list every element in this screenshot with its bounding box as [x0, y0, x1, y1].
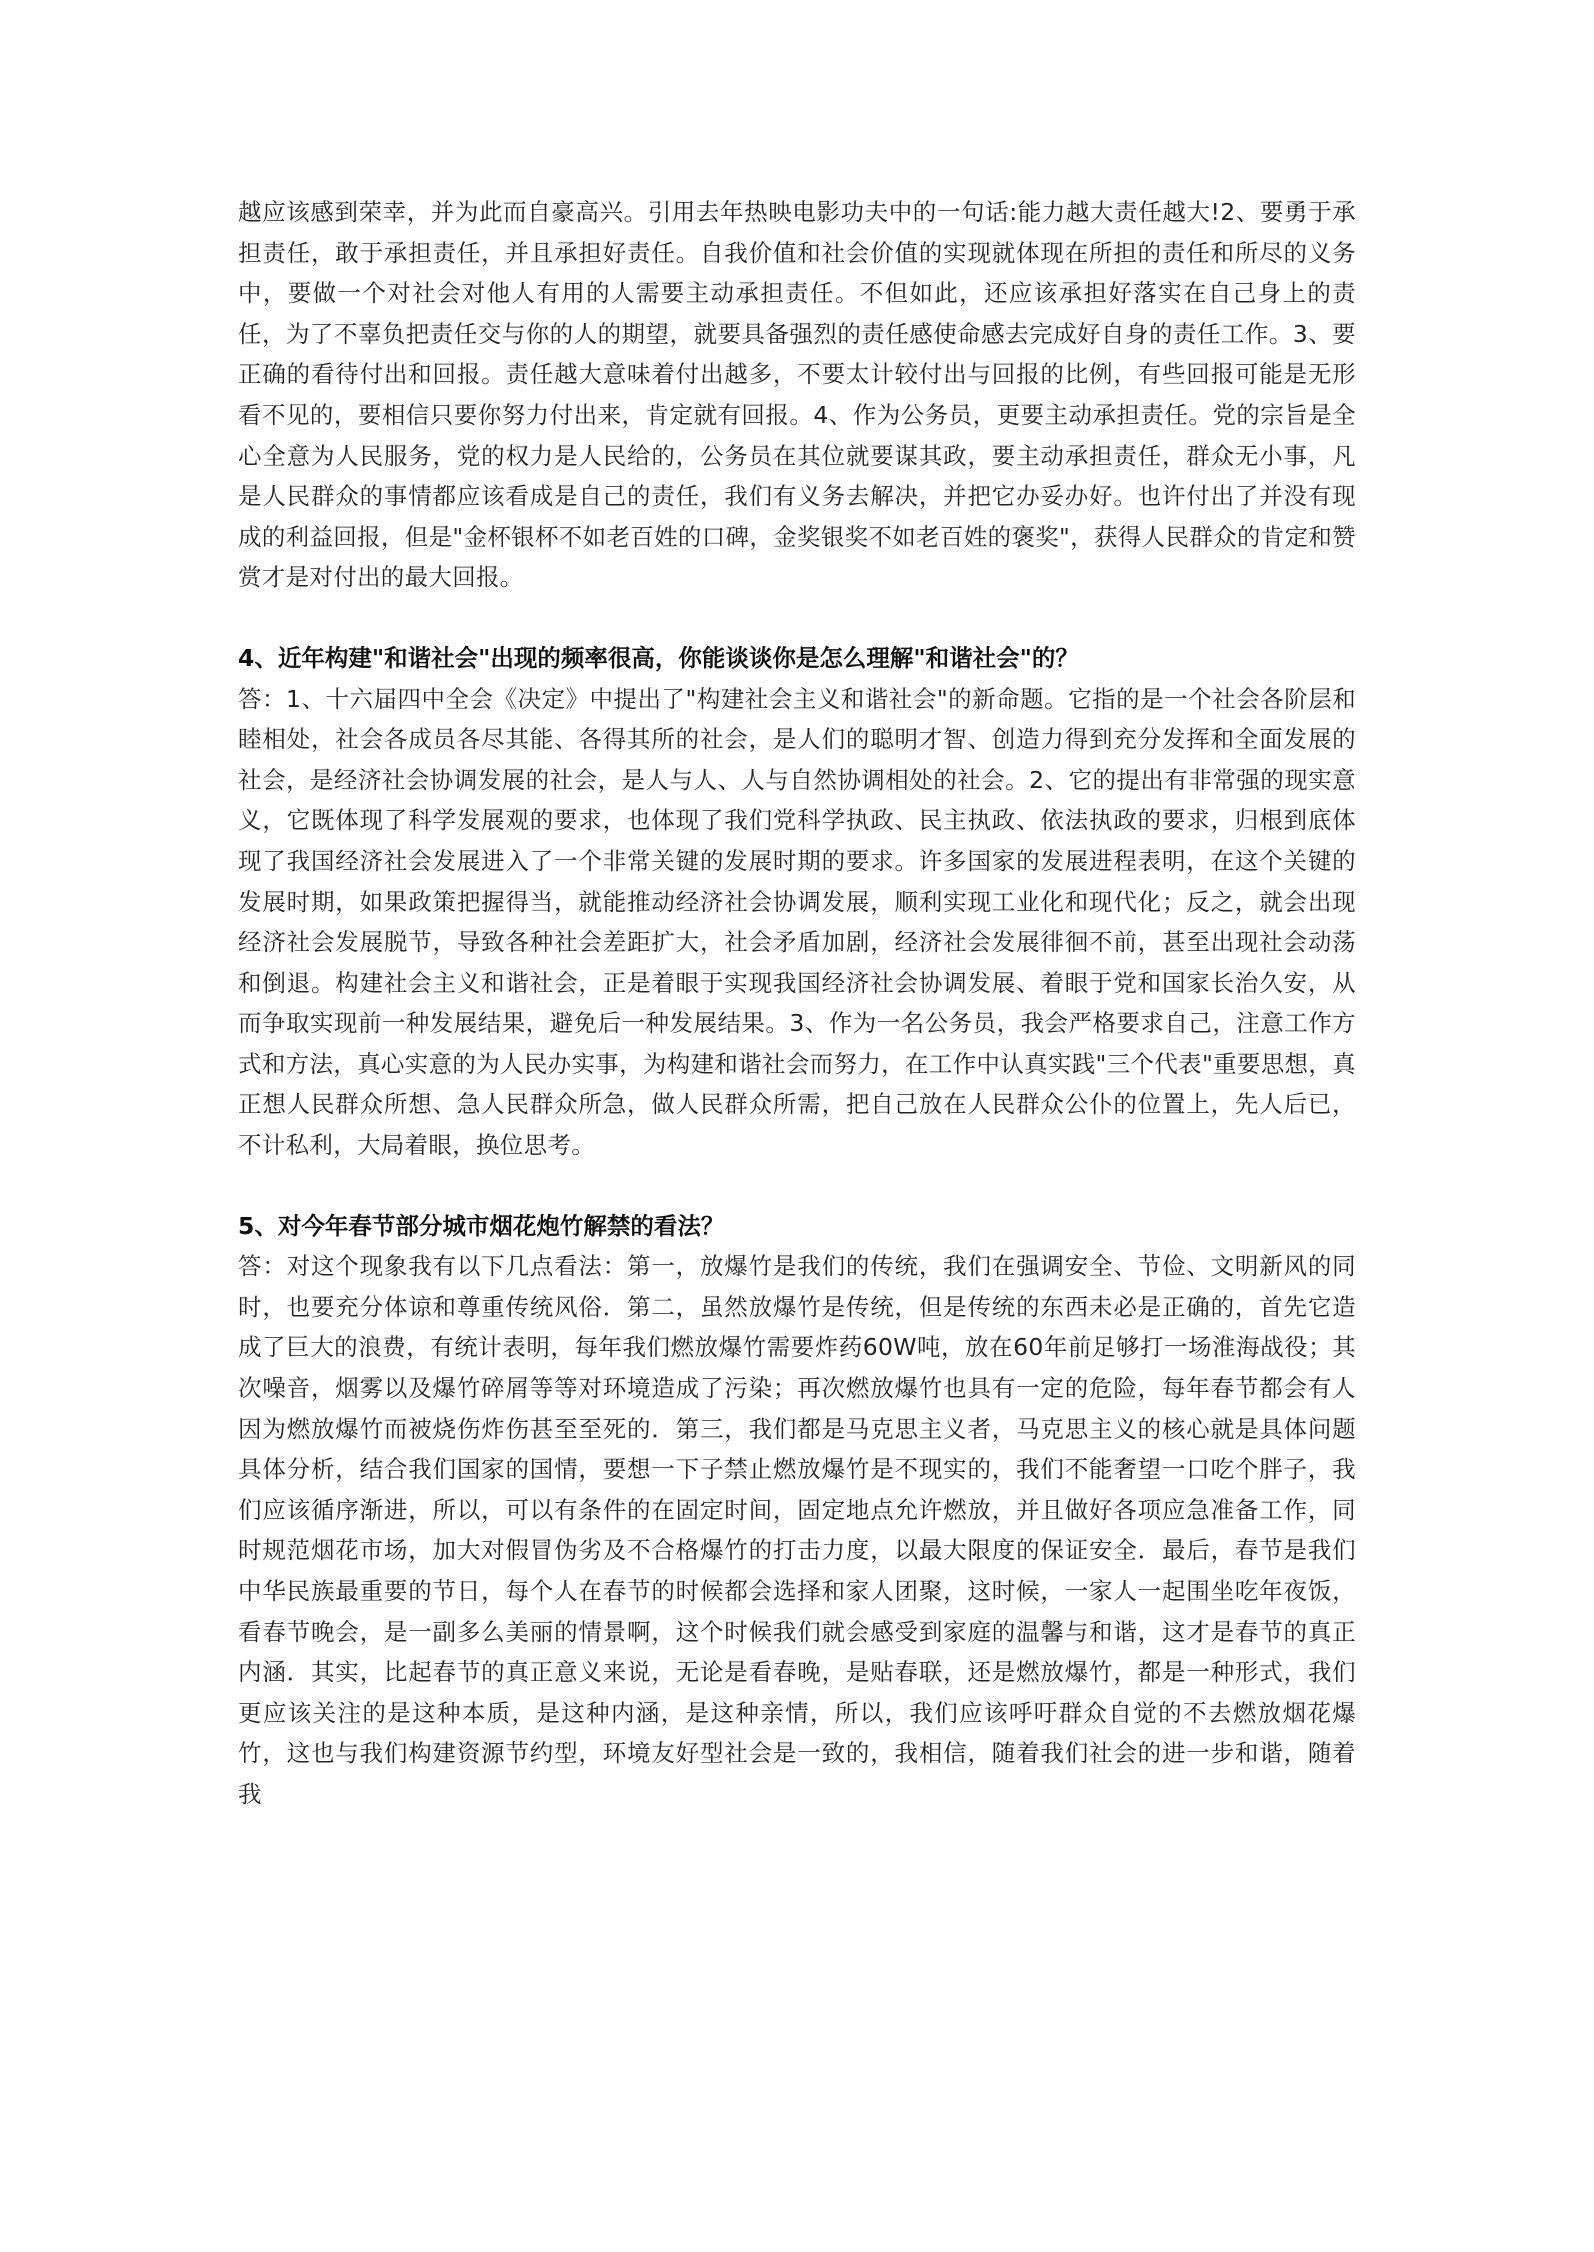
question-4-section [238, 638, 1356, 1166]
document-page [238, 192, 1356, 1815]
question-5-answer: 答：对这个现象我有以下几点看法：第一，放爆竹是我们的传统，我们在强调安全、节俭、文明新风的同时，也要充分体谅和尊重传统风俗．第二，虽然放爆竹是传统，但是传统的东西未必是正确的，首先它造成了巨大的浪费，有统计表明，每年我们燃放爆竹需要炸药60W吨，放在60年前足够打一场淮海战役；其次噪音，烟雾以及爆竹碎屑等等对环境造成了污染；再次燃放爆竹也具有一定的危险，每年春节都会有人因为燃放爆竹而被烧伤炸伤甚至至死的．第三，我们都是马克思主义者，马克思主义的核心就是具体问题具体分析，结合我们国家的国情，要想一下子禁止燃放爆竹是不现实的，我们不能奢望一口吃个胖子，我们应该循序渐进，所以，可以有条件的在固定时间，固定地点允许燃放，并且做好各项应急准备工作，同时规范烟花市场，加大对假冒伪劣及不合格爆竹的打击力度，以最大限度的保证安全．最后，春节是我们中华民族最重要的节日，每个人在春节的时候都会选择和家人团聚，这时候，一家人一起围坐吃年夜饭，看春节晚会，是一副多么美丽的情景啊，这个时候我们就会感受到家庭的温馨与和谐，这才是春节的真正内涵．其实，比起春节的真正意义来说，无论是看春晚，是贴春联，还是燃放爆竹，都是一种形式，我们更应该关注的是这种本质，是这种内涵，是这种亲情，所以，我们应该呼吁群众自觉的不去燃放烟花爆竹，这也与我们构建资源节约型，环境友好型社会是一致的，我相信，随着我们社会的进一步和谐，随着我 [238, 1252, 1356, 1808]
question-4-answer: 答：1、十六届四中全会《决定》中提出了"构建社会主义和谐社会"的新命题。它指的是一个社会各阶层和睦相处，社会各成员各尽其能、各得其所的社会，是人们的聪明才智、创造力得到充分发挥和全面发展的社会，是经济社会协调发展的社会，是人与人、人与自然协调相处的社会。2、它的提出有非常强的现实意义，它既体现了科学发展观的要求，也体现了我们党科学执政、民主执政、依法执政的要求，归根到底体现了我国经济社会发展进入了一个非常关键的发展时期的要求。许多国家的发展进程表明，在这个关键的发展时期，如果政策把握得当，就能推动经济社会协调发展，顺利实现工业化和现代化；反之，就会出现经济社会发展脱节，导致各种社会差距扩大，社会矛盾加剧，经济社会发展徘徊不前，甚至出现社会动荡和倒退。构建社会主义和谐社会，正是着眼于实现我国经济社会协调发展、着眼于党和国家长治久安，从而争取实现前一种发展结果，避免后一种发展结果。3、作为一名公务员，我会严格要求自己，注意工作方式和方法，真心实意的为人民办实事，为构建和谐社会而努力，在工作中认真实践"三个代表"重要思想，真正想人民群众所想、急人民群众所急，做人民群众所需，把自己放在人民群众公仆的位置上，先人后已，不计私利，大局着眼，换位思考。 [238, 684, 1356, 1160]
intro-paragraph: 越应该感到荣幸，并为此而自豪高兴。引用去年热映电影功夫中的一句话:能力越大责任越大!2、要勇于承担责任，敢于承担责任，并且承担好责任。自我价值和社会价值的实现就体现在所担的责任和所尽的义务中，要做一个对社会对他人有用的人需要主动承担责任。不但如此，还应该承担好落实在自己身上的责任，为了不辜负把责任交与你的人的期望，就要具备强烈的责任感使命感去完成好自身的责任工作。3、要正确的看待付出和回报。责任越大意味着付出越多，不要太计较付出与回报的比例，有些回报可能是无形看不见的，要相信只要你努力付出来，肯定就有回报。4、作为公务员，更要主动承担责任。党的宗旨是全心全意为人民服务，党的权力是人民给的，公务员在其位就要谋其政，要主动承担责任，群众无小事，凡是人民群众的事情都应该看成是自己的责任，我们有义务去解决，并把它办妥办好。也许付出了并没有现成的利益回报，但是"金杯银杯不如老百姓的口碑，金奖银奖不如老百姓的褒奖"，获得人民群众的肯定和赞赏才是对付出的最大回报。 [238, 198, 1356, 592]
question-4-title: 4、近年构建"和谐社会"出现的频率很高，你能谈谈你是怎么理解"和谐社会"的？ [238, 643, 1079, 672]
section-spacer [238, 598, 1356, 638]
section-spacer [238, 1166, 1356, 1206]
question-5-section [238, 1206, 1356, 1815]
question-5-title: 5、对今年春节部分城市烟花炮竹解禁的看法？ [238, 1211, 725, 1240]
